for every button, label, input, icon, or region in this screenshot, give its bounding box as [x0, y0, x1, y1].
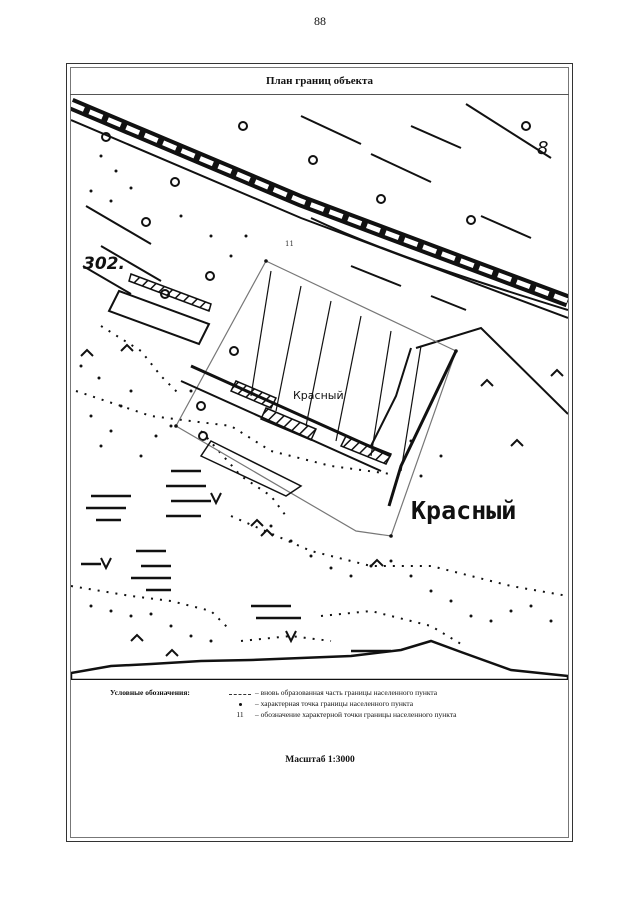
legend-title: Условные обозначения:: [110, 688, 190, 697]
corner-number: 8: [537, 138, 549, 159]
new-boundary-segment: [389, 351, 456, 506]
building-302: [109, 274, 211, 344]
dotted-boundaries: [71, 326, 568, 644]
legend-item-text: – характерная точка границы населенного пункта: [255, 699, 414, 708]
point-label: 11: [285, 240, 294, 248]
dashed-line-icon: [228, 688, 252, 697]
dot-icon: [228, 699, 252, 708]
settlement-label-large: Красный: [411, 496, 517, 525]
map-svg: [71, 96, 568, 680]
legend-item-point: [228, 699, 413, 708]
legend-item-text: – обозначение характерной точки границы населенного пункта: [255, 710, 457, 719]
legend-item-boundary: [228, 688, 437, 697]
plan-title: План границ объекта: [70, 67, 569, 95]
parcel-hatching: [251, 271, 421, 471]
elevation-label: 302.: [83, 254, 125, 274]
meadow-dashes: [81, 471, 391, 651]
scale-label: Масштаб 1:3000: [285, 755, 355, 765]
river-line: [71, 641, 568, 680]
number-symbol: 11: [236, 710, 244, 719]
legend-item-text: – вновь образованная часть границы населенного пункта: [255, 688, 438, 697]
road-branch-2: [371, 348, 411, 446]
settlement-label-small: Красный: [293, 389, 344, 402]
legend-item-point-label: [228, 710, 457, 719]
map-area: [71, 96, 568, 680]
page-number: 88: [314, 14, 326, 28]
